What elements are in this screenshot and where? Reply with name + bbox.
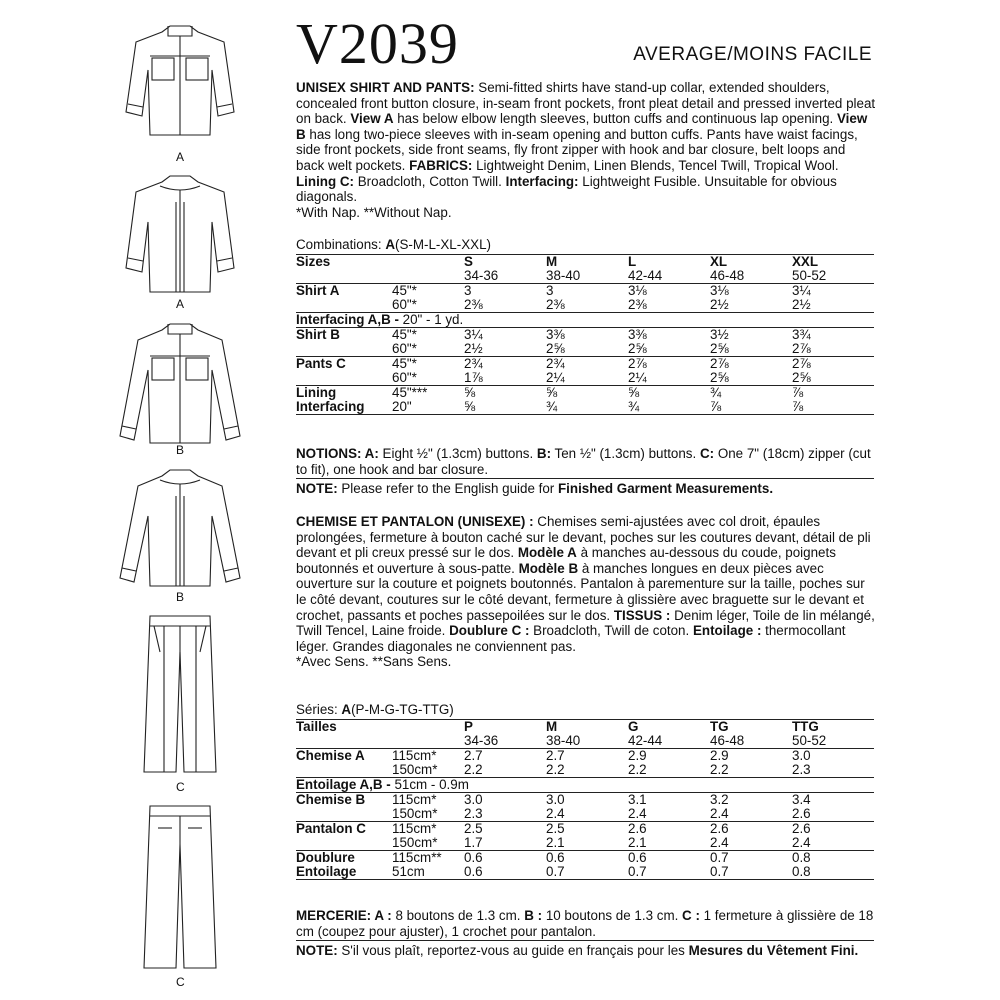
fabric-width: 115cm*	[392, 822, 464, 837]
yardage-value: 2.4	[628, 807, 710, 822]
yardage-value: 2.1	[546, 836, 628, 851]
combo-sizes: (P-M-G-TG-TTG)	[351, 702, 454, 717]
table-row	[296, 793, 874, 808]
table-row	[296, 822, 874, 837]
desc-text: Chemises semi-ajustées avec col droit, épaules prolongées, fermeture à bouton caché sur le devant, poches sur les coutures devant, détail de pli devant et pli creux pressé sur le dos.	[296, 514, 871, 561]
empty-cell	[296, 763, 392, 778]
yardage-value: 1.7	[464, 836, 546, 851]
notions-label: NOTIONS: A:	[296, 446, 379, 461]
interfacing-ab-row	[296, 778, 874, 793]
size-range: 34-36	[464, 269, 546, 284]
yardage-value: 2.3	[464, 807, 546, 822]
fabric-width: 51cm	[392, 865, 464, 880]
yardage-value: 2.2	[464, 763, 546, 778]
size-label: S	[464, 255, 546, 270]
yardage-value: 3⅜	[628, 328, 710, 343]
english-description	[296, 80, 876, 220]
garment-label: Chemise A	[296, 749, 392, 764]
yardage-value: ⅝	[464, 385, 476, 400]
french-description-text	[296, 514, 876, 654]
yardage-value: 2⅜	[628, 298, 710, 313]
divider	[296, 478, 874, 479]
view-b-front-sketch	[100, 318, 260, 448]
notions-label: MERCERIE: A :	[296, 908, 392, 923]
yardage-value: 2⅞	[710, 357, 792, 372]
size-range: 42-44	[628, 734, 710, 749]
yardage-value: 2⅞	[628, 357, 710, 372]
nap-note: *With Nap. **Without Nap.	[296, 204, 452, 220]
yardage-value: 0.6	[628, 850, 647, 865]
size-label: M	[546, 255, 628, 270]
table-row	[296, 386, 874, 401]
yardage-value: 2½	[792, 298, 874, 313]
empty-cell	[296, 342, 392, 357]
yardage-value: 3	[546, 284, 628, 299]
yardage-value: 2.5	[546, 822, 628, 837]
fabric-width: 45"*	[392, 357, 464, 372]
yardage-value: 3	[464, 284, 546, 299]
yardage-value: 2⅝	[628, 342, 710, 357]
interfacing-text: Lightweight Fusible. Unsuitable for obvious diagonals.	[296, 173, 837, 205]
garment-label: Chemise B	[296, 793, 392, 808]
yardage-value: 0.6	[546, 850, 565, 865]
combinations-line	[296, 237, 491, 252]
yardage-value: ¾	[628, 400, 710, 415]
combo-view: A	[385, 237, 395, 252]
fabrics-label: TISSUS :	[613, 607, 671, 623]
garment-label: Shirt A	[296, 284, 392, 299]
yardage-value: 3¾	[792, 328, 874, 343]
yardage-value: 3⅛	[710, 284, 792, 299]
yardage-value: 3½	[710, 328, 792, 343]
table-row	[296, 357, 874, 372]
yardage-value: 2.2	[710, 763, 792, 778]
empty-cell	[392, 720, 464, 735]
garment-label: Doublure	[296, 850, 355, 865]
yardage-value: ¾	[710, 385, 722, 400]
yardage-value: 3⅛	[628, 284, 710, 299]
notions-text: One 7" (18cm) zipper (cut to fit), one hook and bar closure.	[296, 446, 871, 477]
empty-cell	[392, 269, 464, 284]
view-c-front-sketch	[100, 612, 260, 777]
table-row	[296, 342, 874, 357]
yardage-value: 3¼	[464, 328, 546, 343]
view-label: B	[176, 443, 185, 457]
french-title: CHEMISE ET PANTALON (UNISEXE) :	[296, 514, 534, 529]
empty-cell	[296, 269, 392, 284]
combo-prefix: Séries:	[296, 702, 342, 717]
yardage-value: 0.8	[792, 865, 874, 880]
notions-text: 8 boutons de 1.3 cm.	[391, 908, 525, 923]
yardage-value: 2.7	[464, 749, 546, 764]
interfacing-ab-value: 51cm - 0.9m	[394, 777, 469, 792]
yardage-value: 2⅜	[464, 298, 546, 313]
garment-label: Shirt B	[296, 328, 392, 343]
yardage-value: ⅝	[464, 400, 546, 415]
english-description-text	[296, 80, 876, 205]
yardage-value: 2.4	[792, 836, 874, 851]
yardage-value: 2.6	[710, 822, 792, 837]
interfacing-ab-label: Entoilage A,B -	[296, 777, 395, 792]
view-a-label: Modèle A	[517, 545, 577, 561]
empty-cell	[392, 255, 464, 270]
yardage-value: 2¼	[628, 371, 710, 386]
size-label: TG	[710, 720, 792, 735]
table-row	[296, 763, 874, 778]
yardage-value: 2.6	[628, 822, 710, 837]
yardage-value: 3¼	[792, 284, 874, 299]
garment-label: Pantalon C	[296, 822, 392, 837]
notions-label: C :	[682, 908, 700, 923]
table-row	[296, 749, 874, 764]
empty-cell	[296, 734, 392, 749]
table-row	[296, 851, 874, 866]
fabric-width: 115cm**	[392, 850, 442, 865]
desc-text: à manches longues en deux pièces avec ouverture sur la couture et poignets boutonnés. Pantalon à parementure sur la taille, poches sur le côté devant, coutures sur le côté devant, fermeture à glissière avec braguette sur le devant et crochet, passants et poches passepoilées sur le dos.	[296, 560, 865, 623]
english-yardage-table	[296, 254, 874, 415]
size-label: G	[628, 720, 710, 735]
yardage-value: 2½	[710, 298, 792, 313]
size-range: 46-48	[710, 269, 792, 284]
empty-cell	[392, 734, 464, 749]
fabric-width: 150cm*	[392, 807, 464, 822]
notions-label: B:	[536, 446, 552, 461]
yardage-value: 2.6	[792, 807, 874, 822]
view-label: C	[176, 780, 185, 794]
yardage-value: 3.0	[464, 793, 546, 808]
notions-text: 10 boutons de 1.3 cm.	[542, 908, 683, 923]
fabrics-text: Lightweight Denim, Linen Blends, Tencel Twill, Tropical Wool.	[472, 157, 839, 173]
notions-text: Eight ½" (1.3cm) buttons.	[378, 446, 537, 461]
yardage-value: 2.6	[792, 822, 874, 837]
yardage-value: 2.2	[628, 763, 710, 778]
note-label: NOTE:	[296, 481, 338, 496]
notions-label: C:	[699, 446, 715, 461]
garment-label: Interfacing	[296, 400, 392, 415]
yardage-value: 2.1	[628, 836, 710, 851]
fabric-width: 115cm*	[392, 793, 464, 808]
yardage-value: 2.5	[464, 822, 546, 837]
yardage-value: 3.1	[628, 793, 710, 808]
interfacing-label: Interfacing:	[505, 173, 579, 189]
size-range: 50-52	[792, 269, 874, 284]
view-label: C	[176, 975, 185, 989]
yardage-value: 2.3	[792, 763, 874, 778]
note-bold: Finished Garment Measurements.	[558, 481, 774, 496]
lining-text: Broadcloth, Cotton Twill.	[354, 173, 506, 189]
yardage-value: 2⅞	[792, 342, 874, 357]
yardage-value: ⅞	[792, 400, 874, 415]
french-yardage-table	[296, 719, 874, 880]
view-b-back-sketch	[100, 466, 260, 591]
yardage-value: ⅝	[546, 385, 558, 400]
table-row	[296, 807, 874, 822]
yardage-value: 2.7	[546, 749, 628, 764]
yardage-value: 3.0	[546, 793, 628, 808]
size-range: 38-40	[546, 269, 628, 284]
empty-cell	[296, 836, 392, 851]
yardage-value: 0.7	[628, 865, 710, 880]
yardage-value: 2⅝	[546, 342, 628, 357]
size-label: L	[628, 255, 710, 270]
desc-text: has long two-piece sleeves with in-seam opening and button cuffs. Pants have waist facings, side front pockets, side front seams, fly front zipper with hook and bar closure, belt loops and back welt pockets.	[296, 126, 858, 173]
size-label: XXL	[792, 255, 874, 270]
table-row	[296, 255, 874, 270]
yardage-value: 2½	[464, 342, 546, 357]
yardage-value: 3.2	[710, 793, 792, 808]
empty-cell	[296, 298, 392, 313]
yardage-value: 2.2	[546, 763, 628, 778]
note-bold: Mesures du Vêtement Fini.	[688, 943, 859, 958]
size-range: 42-44	[628, 269, 710, 284]
fabrics-text: Denim léger, Toile de lin mélangé, Twill Tencel, Laine froide.	[296, 607, 875, 639]
view-c-back-sketch	[100, 802, 260, 972]
yardage-value: 2.4	[710, 836, 792, 851]
yardage-value: ⅝	[628, 385, 640, 400]
garment-label: Pants C	[296, 357, 392, 372]
notions-label: B :	[524, 908, 543, 923]
divider	[296, 940, 874, 941]
interfacing-ab-row	[296, 313, 874, 328]
combo-prefix: Combinations:	[296, 237, 386, 252]
yardage-value: 2¼	[546, 371, 628, 386]
combo-view: A	[341, 702, 352, 717]
size-range: 34-36	[464, 734, 546, 749]
yardage-value: ⅞	[710, 400, 792, 415]
fabric-width: 60"*	[392, 371, 464, 386]
yardage-value: 0.6	[464, 850, 483, 865]
yardage-value: 0.7	[546, 865, 628, 880]
yardage-value: 3.4	[792, 793, 874, 808]
combo-sizes: (S-M-L-XL-XXL)	[395, 237, 491, 252]
desc-text: à manches au-dessous du coude, poignets boutonnés et ouverture à sous-patte.	[296, 545, 836, 576]
table-row	[296, 865, 874, 880]
view-b-label: Modèle B	[518, 560, 579, 576]
yardage-value: 3.0	[792, 749, 874, 764]
yardage-value: 2⅜	[546, 298, 628, 313]
view-a-front-sketch	[100, 20, 260, 140]
garment-sketches	[100, 20, 260, 990]
table-row	[296, 400, 874, 415]
fabric-width: 45"*	[392, 328, 464, 343]
view-label: A	[176, 297, 185, 311]
fabric-width: 115cm*	[392, 749, 464, 764]
yardage-value: 0.8	[792, 850, 811, 865]
yardage-value: 3⅜	[546, 328, 628, 343]
view-label: A	[176, 150, 185, 164]
interfacing-text: thermocollant léger. Grandes diagonales ne conviennent pas.	[296, 623, 846, 654]
view-a-back-sketch	[100, 172, 260, 297]
notions-text: 1 fermeture à glissière de 18 cm (coupez pour ajuster), 1 crochet pour pantalon.	[296, 908, 874, 939]
lining-label: Doublure C :	[449, 623, 530, 639]
pattern-header	[296, 11, 876, 76]
yardage-value: 1⅞	[464, 371, 546, 386]
english-note	[296, 481, 876, 497]
fabric-width: 150cm*	[392, 763, 464, 778]
size-range: 46-48	[710, 734, 792, 749]
fabric-width: 60"*	[392, 298, 464, 313]
note-text: Please refer to the English guide for	[337, 481, 558, 496]
yardage-value: 2⅝	[710, 342, 792, 357]
size-range: 38-40	[546, 734, 628, 749]
interfacing-ab-value: 20" - 1 yd.	[402, 312, 464, 327]
table-row	[296, 328, 874, 343]
view-b-label: View B	[296, 111, 868, 142]
yardage-value: 2.4	[546, 807, 628, 822]
fabric-width: 60"*	[392, 342, 464, 357]
yardage-value: 0.7	[710, 850, 729, 865]
fabrics-label: FABRICS:	[409, 157, 473, 173]
french-description	[296, 514, 876, 670]
table-row	[296, 836, 874, 851]
table-row	[296, 778, 874, 793]
yardage-value: ⅞	[792, 385, 804, 400]
pattern-number: V2039	[296, 11, 459, 76]
note-text: S'il vous plaît, reportez-vous au guide en français pour les	[337, 943, 689, 958]
french-note	[296, 943, 876, 959]
fabric-width: 45"*	[392, 284, 464, 299]
lining-label: Lining C:	[296, 173, 355, 189]
lining-text: Broadcloth, Twill de coton.	[529, 623, 693, 639]
yardage-value: 0.7	[710, 865, 792, 880]
desc-text: Semi-fitted shirts have stand-up collar, extended shoulders, concealed front button closure, in-seam front pockets, front pleat detail and pressed inverted pleat on back.	[296, 80, 876, 127]
size-label: XL	[710, 255, 792, 270]
table-row	[296, 734, 874, 749]
yardage-value: 2.4	[710, 807, 792, 822]
yardage-value: 2.9	[628, 749, 710, 764]
english-title: UNISEX SHIRT AND PANTS:	[296, 80, 475, 95]
size-range: 50-52	[792, 734, 874, 749]
desc-text: has below elbow length sleeves, button cuffs and continuous lap opening.	[393, 111, 837, 127]
yardage-value: 2⅞	[792, 357, 874, 372]
notions-text: Ten ½" (1.3cm) buttons.	[551, 446, 700, 461]
fabric-width: 45"***	[392, 385, 428, 400]
table-row	[296, 298, 874, 313]
garment-label: Lining	[296, 385, 337, 400]
table-row	[296, 720, 874, 735]
table-row	[296, 284, 874, 299]
empty-cell	[296, 371, 392, 386]
table-row	[296, 371, 874, 386]
yardage-value: 2⅝	[792, 371, 874, 386]
yardage-value: 2¾	[546, 357, 628, 372]
interfacing-label: Entoilage :	[692, 623, 762, 639]
table-row	[296, 269, 874, 284]
yardage-value: 0.6	[464, 865, 546, 880]
empty-cell	[296, 807, 392, 822]
view-label: B	[176, 590, 185, 604]
size-label: P	[464, 720, 546, 735]
interfacing-ab-label: Interfacing A,B -	[296, 312, 403, 327]
french-notions	[296, 908, 876, 939]
yardage-value: 2.9	[710, 749, 792, 764]
series-line	[296, 702, 454, 717]
yardage-value: 2¾	[464, 357, 546, 372]
garment-label: Entoilage	[296, 865, 392, 880]
sizes-header: Tailles	[296, 720, 392, 735]
note-label: NOTE:	[296, 943, 338, 958]
nap-note: *Avec Sens. **Sans Sens.	[296, 654, 452, 670]
fabric-width: 20"	[392, 400, 464, 415]
view-a-label: View A	[350, 111, 394, 127]
yardage-value: ¾	[546, 400, 628, 415]
table-row	[296, 313, 874, 328]
yardage-value: 2⅝	[710, 371, 792, 386]
size-label: M	[546, 720, 628, 735]
fabric-width: 150cm*	[392, 836, 464, 851]
sizes-header: Sizes	[296, 255, 392, 270]
english-notions	[296, 446, 876, 477]
difficulty-level: AVERAGE/MOINS FACILE	[633, 44, 872, 65]
size-label: TTG	[792, 720, 874, 735]
